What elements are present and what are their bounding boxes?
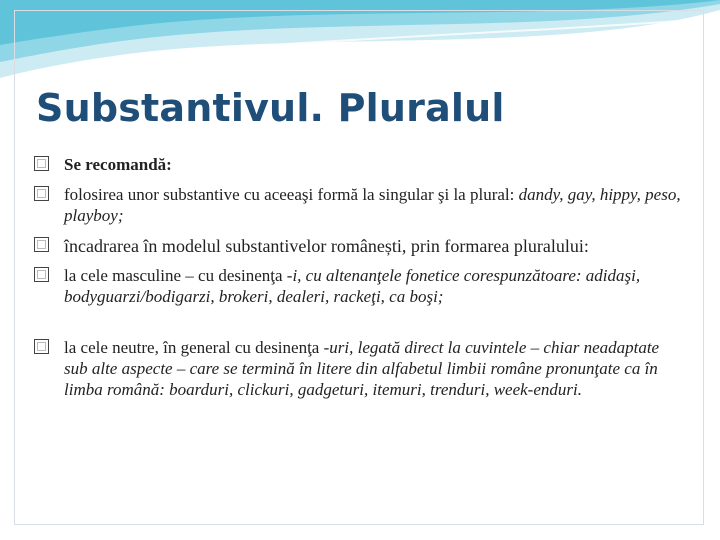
square-bullet-icon (34, 339, 49, 354)
bullet-item-same-form (34, 184, 684, 226)
bullet-item-masculine (34, 265, 684, 307)
bullet-item-recommendation (34, 154, 684, 175)
bullet-italic-text: -uri, legată direct la cuvintele – chiar neadaptate sub alte aspecte – care se termină în litere din alfabetul limbii române pronunţate ca în limba română: boarduri, clickuri, gadgeturi, itemuri, trenduri, week-enduri. (64, 338, 660, 399)
bullet-item-romanian-model (34, 235, 684, 257)
bullet-italic-text: -i, cu altenanţele fonetice corespunzătoare: adidaşi, bodyguarzi/bodigarzi, brokeri, dealeri, rackeţi, ca boşi; (64, 266, 641, 306)
bullet-text: la cele neutre, în general cu desinenţa (64, 338, 324, 357)
square-bullet-icon (34, 237, 49, 252)
bullet-italic-text: dandy, gay, hippy, peso, playboy; (64, 185, 681, 225)
bullet-text: încadrarea în modelul substantivelor românești, prin formarea pluralului: (64, 236, 589, 256)
bullet-text: folosirea unor substantive cu aceeaşi formă la singular şi la plural: (64, 185, 519, 204)
slide-title: Substantivul. Pluralul (36, 86, 505, 130)
bullet-list (34, 154, 684, 400)
square-bullet-icon (34, 156, 49, 171)
bullet-text: la cele masculine – cu desinenţa (64, 266, 287, 285)
square-bullet-icon (34, 267, 49, 282)
bullet-item-neuter (34, 337, 684, 400)
bullet-text: Se recomandă: (64, 155, 172, 174)
square-bullet-icon (34, 186, 49, 201)
